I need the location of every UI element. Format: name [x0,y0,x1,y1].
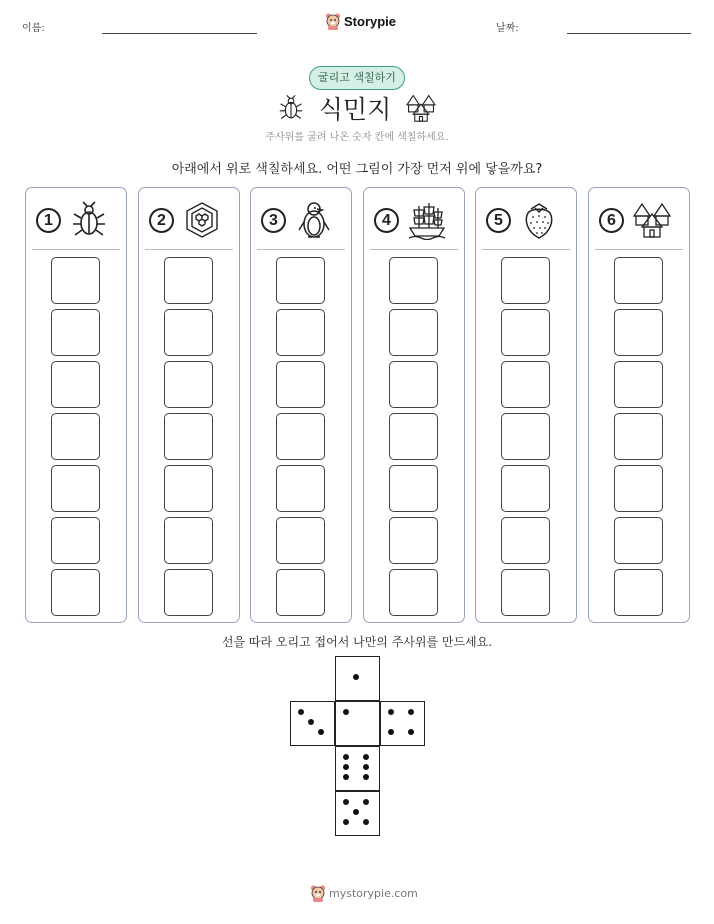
color-box[interactable] [164,569,213,616]
column-divider [595,249,683,250]
worksheet-instruction: 아래에서 위로 색칠하세요. 어떤 그림이 가장 먼저 위에 닿을까요? [171,162,543,177]
die-face-1 [335,656,380,701]
color-box[interactable] [51,569,100,616]
die-pip [408,709,414,715]
die-face-4 [380,701,425,746]
color-box[interactable] [164,257,213,304]
color-box[interactable] [614,517,663,564]
color-box[interactable] [501,413,550,460]
die-face-5 [335,791,380,836]
bear-mascot-icon [325,12,341,30]
color-box[interactable] [389,257,438,304]
color-box[interactable] [276,569,325,616]
die-pip [343,764,349,770]
color-box[interactable] [276,257,325,304]
color-box[interactable] [51,413,100,460]
die-pip [343,819,349,825]
color-box[interactable] [501,309,550,356]
column-number: 1 [36,208,61,233]
color-box[interactable] [164,309,213,356]
column-divider [32,249,120,250]
beetle-icon [69,200,109,240]
ship-icon [407,200,447,240]
color-column-4 [363,187,465,623]
color-box[interactable] [389,309,438,356]
die-pip [343,709,349,715]
die-pip [298,709,304,715]
die-pip [408,729,414,735]
die-pip [343,799,349,805]
activity-tag: 굴리고 색칠하기 [309,66,405,90]
color-box[interactable] [51,465,100,512]
color-box[interactable] [501,569,550,616]
die-face-1 [335,701,380,746]
die-pip [363,799,369,805]
worksheet-subtitle: 주사위를 굴려 나온 숫자 칸에 색칠하세요. [265,132,449,143]
column-divider [370,249,458,250]
color-box[interactable] [276,517,325,564]
color-box[interactable] [164,465,213,512]
storypie-logo [325,12,396,30]
color-box[interactable] [389,465,438,512]
color-column-1 [25,187,127,623]
color-box[interactable] [389,361,438,408]
column-number: 4 [374,208,399,233]
die-face-6 [335,746,380,791]
die-pip [363,764,369,770]
huts-icon [632,200,672,240]
date-line [567,33,691,34]
column-divider [257,249,345,250]
bear-mascot-icon [310,884,326,902]
die-pip [353,809,359,815]
color-box[interactable] [389,517,438,564]
color-box[interactable] [614,413,663,460]
color-column-5 [475,187,577,623]
color-box[interactable] [51,309,100,356]
color-box[interactable] [51,361,100,408]
penguin-icon [294,200,334,240]
color-box[interactable] [164,361,213,408]
color-box[interactable] [501,517,550,564]
color-box[interactable] [276,309,325,356]
name-label: 이름: [22,23,45,34]
die-pip [363,774,369,780]
column-number: 5 [486,208,511,233]
column-divider [145,249,233,250]
honeycomb-icon [182,200,222,240]
footer-site[interactable]: mystorypie.com [329,886,418,900]
huts-icon [405,94,437,122]
die-pip [388,709,394,715]
color-box[interactable] [501,257,550,304]
date-label: 날짜: [496,23,519,34]
color-box[interactable] [614,309,663,356]
color-box[interactable] [614,257,663,304]
color-box[interactable] [389,569,438,616]
color-box[interactable] [164,517,213,564]
color-column-6 [588,187,690,623]
column-number: 6 [599,208,624,233]
color-box[interactable] [614,465,663,512]
die-pip [343,774,349,780]
column-number: 2 [149,208,174,233]
color-box[interactable] [164,413,213,460]
beetle-icon [277,94,305,122]
color-box[interactable] [276,361,325,408]
color-box[interactable] [389,413,438,460]
die-instruction: 선을 따라 오리고 접어서 나만의 주사위를 만드세요. [221,635,493,649]
die-pip [363,819,369,825]
color-box[interactable] [501,361,550,408]
column-number: 3 [261,208,286,233]
die-pip [353,674,359,680]
die-pip [388,729,394,735]
column-divider [482,249,570,250]
die-pip [318,729,324,735]
die-pip [363,754,369,760]
strawberry-icon [519,200,559,240]
die-pip [343,754,349,760]
die-face-3 [290,701,335,746]
color-box[interactable] [614,569,663,616]
color-box[interactable] [276,413,325,460]
worksheet-title: 식민지 [318,95,392,124]
brand-name: Storypie [344,13,397,29]
color-box[interactable] [501,465,550,512]
footer [310,884,418,902]
name-line [102,33,257,34]
color-box[interactable] [276,465,325,512]
color-box[interactable] [614,361,663,408]
color-column-2 [138,187,240,623]
color-column-3 [250,187,352,623]
die-pip [308,719,314,725]
color-box[interactable] [51,517,100,564]
color-box[interactable] [51,257,100,304]
